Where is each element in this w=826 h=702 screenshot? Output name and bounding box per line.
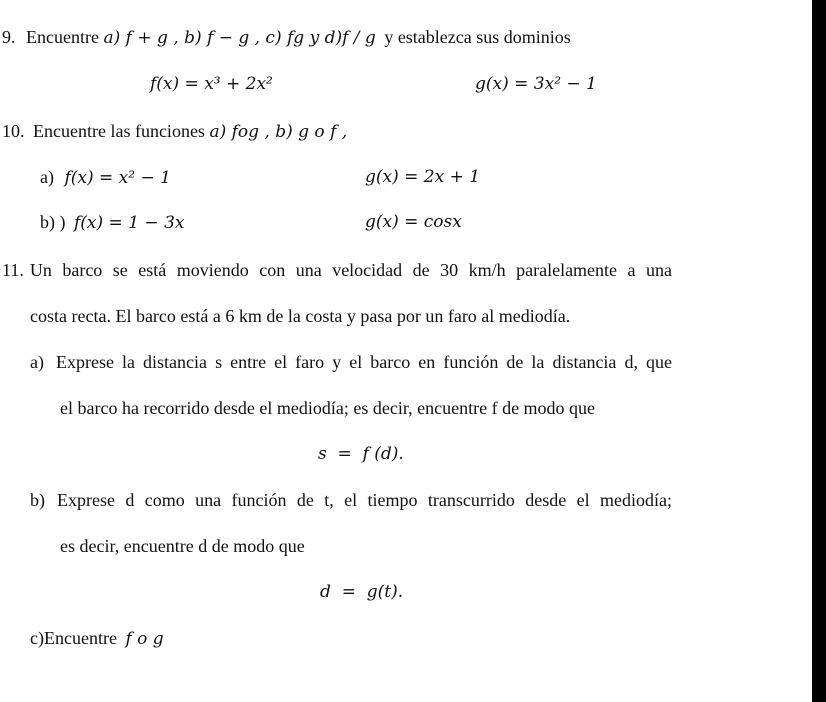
problem-9-text-suffix: y establezca sus dominios: [384, 27, 571, 47]
problem-11-a-label: a): [30, 352, 44, 372]
problem-10-a-f: f(x) = x² − 1: [64, 168, 171, 188]
problem-11-a-line-1: [30, 351, 672, 373]
problem-10-number: 10.: [2, 121, 25, 141]
problem-11-c-math: f o g: [125, 629, 164, 649]
problem-9-g-definition: g(x) = 3x² − 1: [475, 74, 597, 94]
problem-10-statement: [2, 120, 347, 142]
problem-11-a-line-1-text: Exprese la distancia s entre el faro y el barco en función de la distancia d, que: [55, 352, 672, 372]
problem-11-line-2: costa recta. El barco está a 6 km de la costa y pasa por un faro al mediodía.: [30, 306, 571, 326]
problem-9-text-prefix: Encuentre: [26, 27, 99, 47]
problem-10-a-g: g(x) = 2x + 1: [365, 167, 481, 187]
right-edge-bar: [812, 0, 826, 702]
problem-11-line-1: [2, 259, 672, 281]
problem-11-c-line: [30, 627, 164, 649]
problem-10-b-row: [40, 211, 184, 233]
problem-11-number: 11.: [2, 260, 24, 280]
problem-11-b-line-2: es decir, encuentre d de modo que: [60, 536, 305, 556]
problem-9-number: 9.: [2, 27, 16, 47]
problem-11-a-line-2: el barco ha recorrido desde el mediodía; es decir, encuentre f de modo que: [60, 398, 596, 418]
problem-11-line-1-text: Un barco se está moviendo con una velocidad de 30 km/h paralelamente a una: [29, 260, 672, 280]
problem-9-parts: a) f + g , b) f − g , c) fg y d)f / g: [103, 28, 376, 48]
problem-10-text-prefix: Encuentre las funciones: [33, 121, 205, 141]
problem-11-b-line-1-text: Exprese d como una función de t, el tiempo transcurrido desde el mediodía;: [57, 490, 672, 510]
problem-11-b-label: b): [30, 490, 45, 510]
problem-11-b-formula: d = g(t).: [320, 582, 404, 602]
problem-10-b-label: b) ): [40, 212, 66, 232]
problem-9-f-definition: f(x) = x³ + 2x²: [150, 74, 273, 94]
problem-10-a-label: a): [40, 167, 54, 187]
problem-11-a-formula: s = f (d).: [318, 444, 404, 464]
problem-11-b-line-1: [30, 489, 672, 511]
problem-10-parts: a) fog , b) g o f ,: [209, 122, 348, 142]
problem-10-b-f: f(x) = 1 − 3x: [74, 213, 185, 233]
problem-10-a-row: [40, 166, 171, 188]
problem-9-statement: [2, 26, 571, 48]
problem-10-b-g: g(x) = cosx: [365, 212, 462, 232]
problem-11-c-text: c)Encuentre: [30, 628, 117, 648]
